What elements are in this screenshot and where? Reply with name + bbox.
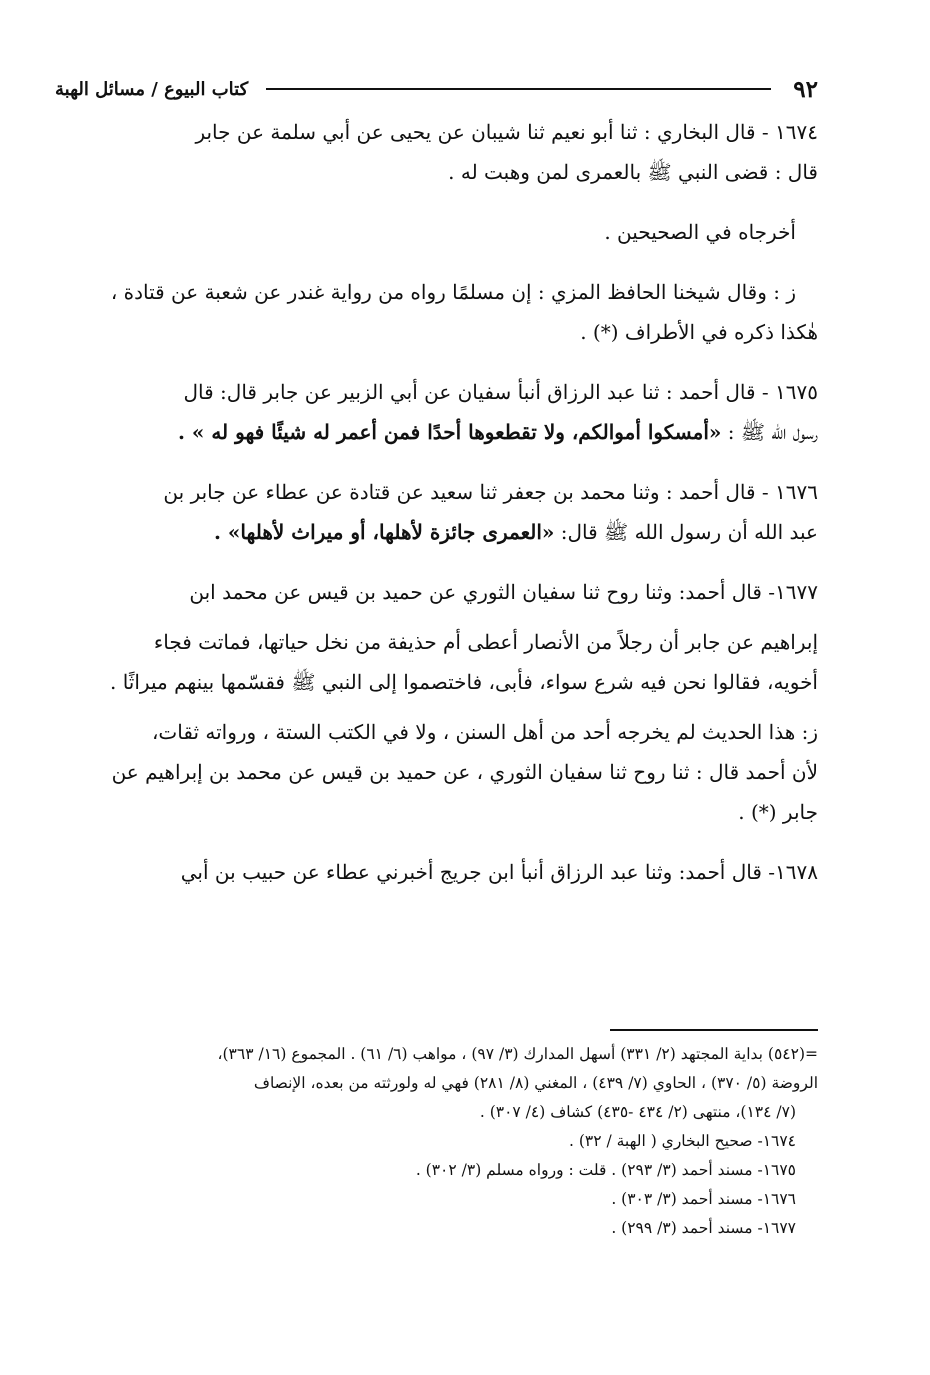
header-rule xyxy=(266,88,771,90)
footnote-line: =(٥٤٢) بداية المجتهد (٢/ ٣٣١) أسهل المدارك (٣/ ٩٧) ، مواهب (٦/ ٦١) . المجموع (١٦/ ٣٦٣)، xyxy=(217,1045,818,1063)
spacer xyxy=(80,612,818,622)
mizzi-note-line-1: ز : وقال شيخنا الحافظ المزي : إن مسلمًا رواه من رواية غندر عن شعبة عن قتادة ، xyxy=(110,280,796,304)
hadith-1675-quote: «أمسكوا أموالكم، ولا تقطعوها أحدًا فمن أعمر له شيئًا فهو له » . xyxy=(177,420,722,444)
sahihain-note: أخرجاه في الصحيحين . xyxy=(604,220,796,244)
hadith-note-line-3: جابر (*) . xyxy=(738,800,818,824)
spacer xyxy=(80,352,818,372)
hadith-1674-line-2: قال : قضى النبي ﷺ بالعمرى لمن وهبت له . xyxy=(448,160,818,184)
hadith-1675-line-2 xyxy=(80,412,818,452)
footnote-1676: ١٦٧٦- مسند أحمد (٣/ ٣٠٣) . xyxy=(611,1190,796,1208)
hadith-1678-line-1: ١٦٧٨- قال أحمد: وثنا عبد الرزاق أنبأ ابن جريج أخبرني عطاء عن حبيب بن أبي xyxy=(180,860,818,884)
footnote-1677: ١٦٧٧- مسند أحمد (٣/ ٢٩٩) . xyxy=(611,1219,796,1237)
spacer xyxy=(80,702,818,712)
hadith-note-line-2: لأن أحمد قال : ثنا روح ثنا سفيان الثوري ، عن حميد بن قيس عن محمد بن إبراهيم عن xyxy=(111,760,818,784)
spacer xyxy=(80,452,818,472)
hadith-1677-line-3: أخويه، فقالوا نحن فيه شرع سواء، فأبى، فاختصموا إلى النبي ﷺ فقسّمها بينهم ميراثًا . xyxy=(110,670,818,694)
spacer xyxy=(80,832,818,852)
page-header xyxy=(55,74,818,104)
footnotes xyxy=(80,1040,818,1243)
hadith-1676-line-2 xyxy=(80,512,818,552)
footnote-rule xyxy=(610,1029,818,1031)
footnote-1675: ١٦٧٥- مسند أحمد (٣/ ٢٩٣) . قلت : ورواه مسلم (٣/ ٣٠٢) . xyxy=(415,1161,796,1179)
spacer xyxy=(80,192,818,212)
mizzi-note-line-2: هٰكذا ذكره في الأطراف (*) . xyxy=(580,320,818,344)
hadith-1676-line-1: ١٦٧٦ - قال أحمد : وثنا محمد بن جعفر ثنا سعيد عن قتادة عن عطاء عن جابر بن xyxy=(163,480,818,504)
running-title: كتاب البيوع / مسائل الهبة xyxy=(55,78,249,100)
hadith-1677-line-2: إبراهيم عن جابر أن رجلاً من الأنصار أعطى أم حذيفة من نخل حياتها، فماتت فجاء xyxy=(153,630,818,654)
spacer xyxy=(80,252,818,272)
hadith-1674-line-1: ١٦٧٤ - قال البخاري : ثنا أبو نعيم ثنا شيبان عن يحيى عن أبي سلمة عن جابر xyxy=(195,120,818,144)
hadith-1677-line-1: ١٦٧٧- قال أحمد: وثنا روح ثنا سفيان الثوري عن حميد بن قيس عن محمد ابن xyxy=(189,580,818,604)
hadith-1676-intro: عبد الله أن رسول الله ﷺ قال: xyxy=(554,520,818,544)
page-number: ٩٢ xyxy=(793,75,818,103)
hadith-1675-intro: رسول الله ﷺ : xyxy=(721,420,818,444)
spacer xyxy=(80,552,818,572)
footnote-line: الروضة (٥/ ٣٧٠) ، الحاوي (٧/ ٤٣٩) ، المغني (٨/ ٢٨١) فهي له ولورثته من بعده، الإنصاف xyxy=(253,1074,818,1092)
footnote-1674: ١٦٧٤- صحيح البخاري ( الهبة / ٣٢) . xyxy=(568,1132,796,1150)
hadith-note-line-1: ز: هذا الحديث لم يخرجه أحد من أهل السنن ، ولا في الكتب الستة ، ورواته ثقات، xyxy=(151,720,818,744)
hadith-1676-quote: «العمرى جائزة لأهلها، أو ميراث لأهلها» . xyxy=(213,520,555,544)
footnote-line: (٧/ ١٣٤)، منتهى (٢/ ٤٣٤ -٤٣٥) كشاف (٤/ ٣٠٧) . xyxy=(479,1103,796,1121)
main-text xyxy=(80,112,818,892)
hadith-1675-line-1: ١٦٧٥ - قال أحمد : ثنا عبد الرزاق أنبأ سفيان عن أبي الزبير عن جابر قال: قال xyxy=(183,380,818,404)
